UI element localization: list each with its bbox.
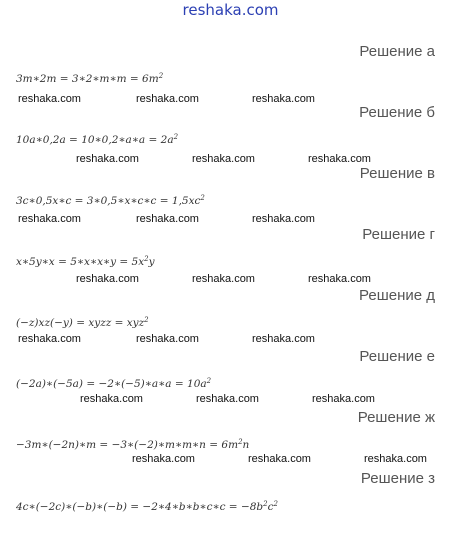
formula-a: 3m∗2m = 3∗2∗m∗m = $6m^2$ [16, 72, 164, 85]
watermark: reshaka.com [252, 333, 315, 345]
solution-heading-a: Решение а [359, 43, 435, 60]
formula-g: x∗5y∗x = 5∗x∗x∗y = $5x^2y$ [16, 255, 155, 268]
solution-heading-v: Решение в [359, 165, 435, 182]
watermark: reshaka.com [18, 333, 81, 345]
formula-z: 4c∗(−2c)∗(−b)∗(−b) = −2∗4∗b∗b∗c∗c = $-8b^2c^2$ [16, 500, 278, 513]
site-title[interactable]: reshaka.com [182, 1, 279, 19]
formula-e: (−2a)∗(−5a) = −2∗(−5)∗a∗a = $10a^2$ [16, 377, 212, 390]
watermark: reshaka.com [136, 213, 199, 225]
watermark: reshaka.com [312, 393, 375, 405]
watermark: reshaka.com [364, 453, 427, 465]
solution-heading-d: Решение д [359, 287, 435, 304]
formula-b: 10a∗0,2a = 10∗0,2∗a∗a = $2a^2$ [16, 133, 179, 146]
solution-heading-zh: Решение ж [357, 409, 435, 426]
watermark: reshaka.com [18, 93, 81, 105]
watermark: reshaka.com [76, 153, 139, 165]
watermark: reshaka.com [196, 393, 259, 405]
solution-heading-e: Решение е [359, 348, 435, 365]
watermark: reshaka.com [192, 273, 255, 285]
formula-zh: −3m∗(−2n)∗m = −3∗(−2)∗m∗m∗n = $6m^2n$ [16, 438, 250, 451]
watermark: reshaka.com [248, 453, 311, 465]
watermark: reshaka.com [308, 273, 371, 285]
solution-heading-g: Решение г [362, 226, 435, 243]
watermark: reshaka.com [192, 153, 255, 165]
solution-heading-b: Решение б [359, 104, 435, 121]
watermark: reshaka.com [132, 453, 195, 465]
watermark: reshaka.com [308, 153, 371, 165]
watermark: reshaka.com [136, 93, 199, 105]
watermark: reshaka.com [80, 393, 143, 405]
watermark: reshaka.com [76, 273, 139, 285]
formula-v: 3c∗0,5x∗c = 3∗0,5∗x∗c∗c = $1,5xc^2$ [16, 194, 205, 207]
watermark: reshaka.com [18, 213, 81, 225]
watermark: reshaka.com [252, 213, 315, 225]
watermark: reshaka.com [252, 93, 315, 105]
solution-heading-z: Решение з [360, 470, 435, 487]
formula-d: (−z)xz(−y) = xyzz = xyz$^2$ [16, 316, 149, 329]
watermark: reshaka.com [136, 333, 199, 345]
